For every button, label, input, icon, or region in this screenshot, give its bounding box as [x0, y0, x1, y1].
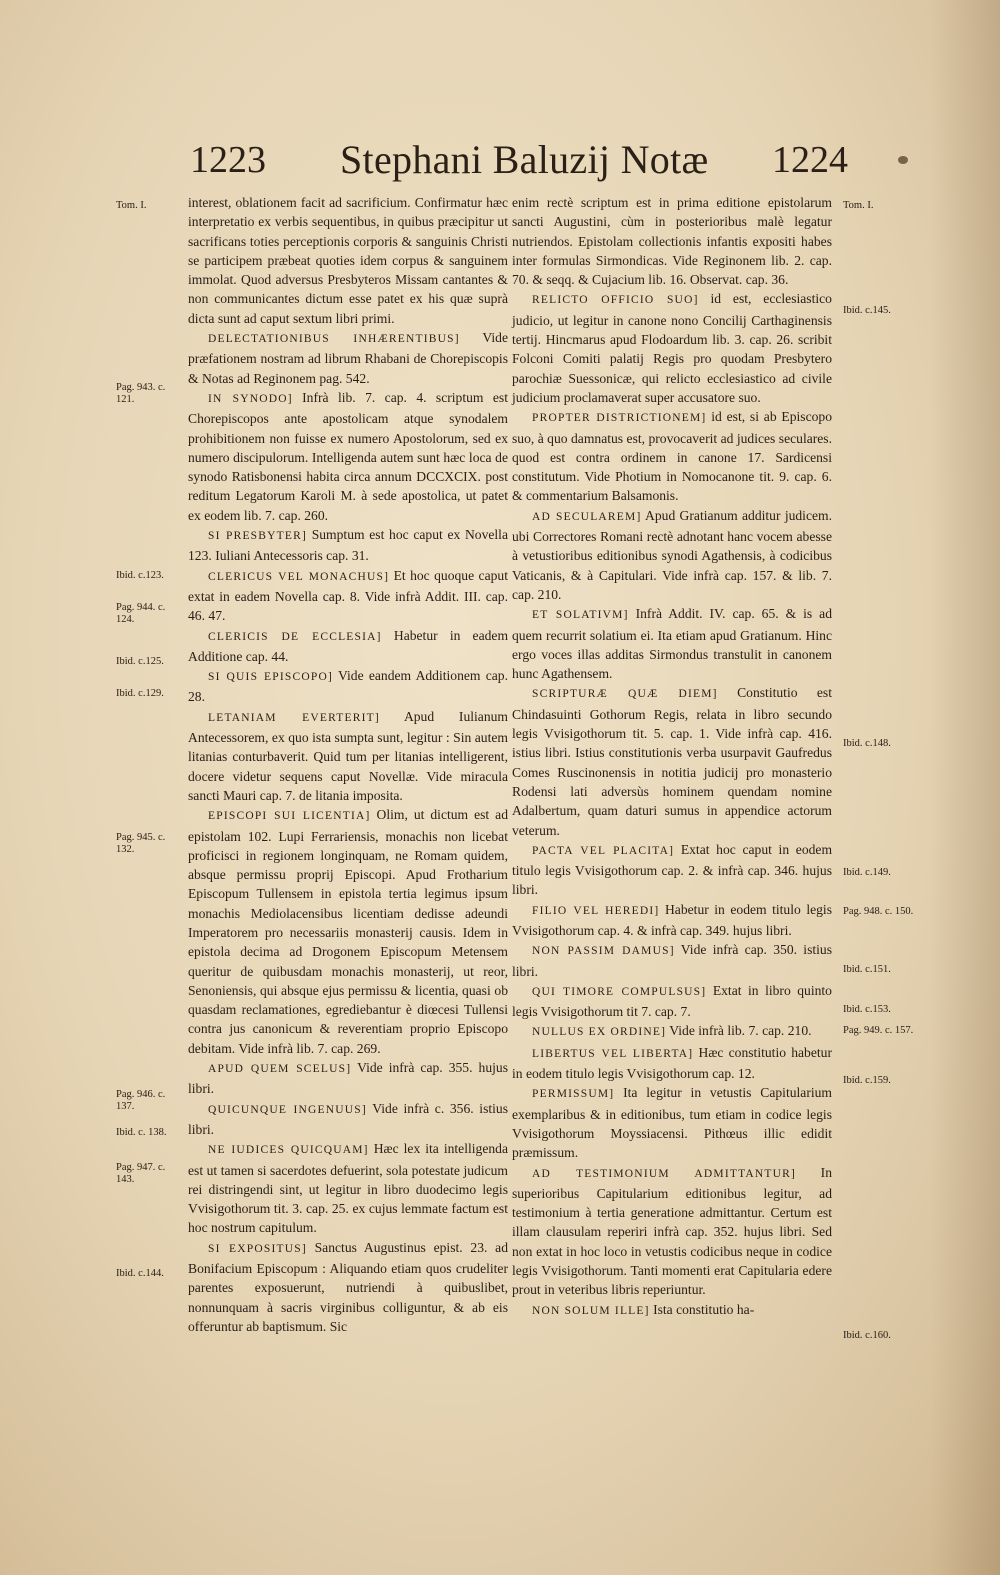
note-paragraph: [512, 840, 832, 900]
note-lemma: NULLUS EX ORDINE]: [532, 1026, 667, 1039]
note-text: Extat in libro quinto legis Vvisigothorum tit 7. cap. 7.: [512, 982, 832, 1020]
note-text: Ista constitutio ha-: [653, 1301, 755, 1317]
note-paragraph: [188, 626, 508, 667]
note-paragraph: [512, 1043, 832, 1084]
note-lemma: LETANIAM EVERTERIT]: [208, 711, 380, 724]
note-lemma: ET SOLATIVM]: [532, 609, 629, 622]
note-lemma: NON SOLUM ILLE]: [532, 1304, 650, 1317]
note-paragraph: [512, 940, 832, 981]
note-lemma: NON PASSIM DAMUS]: [532, 945, 675, 958]
margin-reference: Pag. 947. c. 143.: [116, 1162, 166, 1185]
note-paragraph: [188, 388, 508, 525]
note-lemma: LIBERTUS VEL LIBERTA]: [532, 1047, 694, 1060]
margin-reference: Pag. 943. c. 121.: [116, 382, 166, 405]
note-lemma: PERMISSUM]: [532, 1088, 615, 1101]
note-text: Habetur in eodem titulo legis Vvisigothorum cap. 4. & infrà cap. 349. hujus libri.: [512, 901, 832, 938]
note-lemma: DELECTATIONIBUS INHÆRENTIBUS]: [208, 333, 460, 346]
note-paragraph: [188, 525, 508, 566]
note-text: id est, ecclesiastico judicio, ut legitur in canone nono Concilij Carthaginensis tertij. Hincmarus apud Flodoardum lib. 3. cap. 26. scribit Folconi Comiti palatij Regis pro quodam Presbytero parochiæ Suessonicæ, qui relicto ecclesiastico ad civile judicium proclamaverat super accusatore suo.: [512, 291, 832, 405]
margin-reference: Pag. 946. c. 137.: [116, 1089, 166, 1112]
note-text: Hæc lex ita intelligenda est ut tamen si sacerdotes defuerint, sola potestate judicum rei distringendi sint, ut legitur in libro duodecimo legis Vvisigothorum tit. 3. cap. 25. ex cujus lemmate factum est hoc nostrum capitulum.: [188, 1141, 508, 1236]
note-text: Vide infrà cap. 350. istius libri.: [512, 942, 833, 979]
margin-reference: Pag. 944. c. 124.: [116, 602, 166, 625]
margin-reference: Ibid. c.153.: [843, 1004, 891, 1015]
note-lemma: FILIO VEL HEREDI]: [532, 904, 660, 917]
note-text: Vide infrà c. 356. istius libri.: [188, 1100, 508, 1137]
page-number-right: 1224: [772, 139, 848, 181]
note-lemma: IN SYNODO]: [208, 392, 293, 405]
note-text: Apud Gratianum additur judicem. ubi Correctores Romani rectè adnotant hanc vocem abesse à vetustioribus editionibus synodi Agathensis, à codicibus Vaticanis, & à Capitulari. Vide infrà cap. 157. & lib. 7. cap. 210.: [512, 507, 833, 602]
note-paragraph: [512, 1163, 832, 1300]
margin-reference: Ibid. c.149.: [843, 867, 891, 878]
margin-reference: Pag. 948. c. 150.: [843, 906, 914, 917]
note-text: Ita legitur in vetustis Capitularium exemplaribus & in editionibus, tum etiam in codice legis Vvisigothorum Moyssiacensi. Pithœus illic edidit præmissum.: [512, 1085, 832, 1161]
note-paragraph: [512, 1021, 832, 1042]
note-lemma: APUD QUEM SCELUS]: [208, 1063, 352, 1076]
note-text: interest, oblationem facit ad sacrificium. Confirmatur hæc interpretatio ex verbis sequentibus, in quibus præcipitur ut sacrificans toties perceptionis corporis & sanguinis Christi se participem præbeat quoties idem corpus & sanguinem immolat. Quod adversus Presbyteros Missam cantantes & non communicantes dictum esse patet ex his quæ suprà dicta sunt ad caput sextum libri primi.: [188, 195, 508, 326]
note-paragraph: [512, 683, 832, 839]
margin-reference: Tom. I.: [116, 200, 147, 211]
note-text: Infrà lib. 7. cap. 4. scriptum est Chorepiscopos ante apostolicam atque synodalem prohibitionem non fuisse ex numero Apostolorum, sed ex numero discipulorum. Intelligenda autem sunt hæc loca de synodo Ratisbonensi habita circa annum DCCXCIX. post reditum Legatorum Karoli M. à sede apostolica, ut patet ex eodem lib. 7. cap. 260.: [188, 389, 508, 523]
page-number-left: 1223: [190, 139, 266, 181]
note-paragraph: [188, 805, 508, 1058]
note-text: Vide eandem Additionem cap. 28.: [188, 668, 508, 705]
note-paragraph: [512, 1300, 832, 1321]
note-text: Vide præfationem nostram ad librum Rhabani de Chorepiscopis & Notas ad Reginonem pag. 542.: [188, 330, 509, 386]
note-paragraph: [188, 193, 508, 328]
note-paragraph: [512, 981, 832, 1022]
note-paragraph: [188, 566, 508, 626]
note-lemma: SI QUIS EPISCOPO]: [208, 671, 334, 684]
margin-reference: Ibid. c.144.: [116, 1268, 164, 1279]
note-lemma: AD SECULAREM]: [532, 510, 642, 523]
note-text: enim rectè scriptum est in prima editione epistolarum sancti Augustini, cùm in posterioribus malè legatur nutriendos. Epistolam collectionis infantis expositi habes inter formulas Sirmondicas. Vide Reginonem lib. 2. cap. 70. & seqq. & Cujacium lib. 16. Observat. cap. 36.: [512, 195, 832, 288]
note-paragraph: [188, 1058, 508, 1099]
margin-reference: Ibid. c.123.: [116, 570, 164, 581]
note-paragraph: [512, 900, 832, 941]
note-text: Extat hoc caput in eodem titulo legis Vvisigothorum cap. 2. & infrà cap. 346. hujus libri.: [512, 841, 833, 898]
note-paragraph: [512, 506, 832, 604]
note-lemma: SI EXPOSITUS]: [208, 1242, 307, 1255]
note-text: Infrà Addit. IV. cap. 65. & is ad quem recurrit solatium ei. Ita etiam apud Gratianum. Hinc ergo voces illas additas Sirmondus transtulit in canonem hunc Agathensem.: [512, 606, 832, 682]
note-paragraph: [512, 604, 832, 683]
margin-reference: Ibid. c. 138.: [116, 1127, 167, 1138]
note-paragraph: [188, 328, 508, 388]
note-paragraph: [512, 289, 832, 407]
note-paragraph: [188, 1099, 508, 1140]
note-text: Constitutio est Chindasuinti Gothorum Regis, relata in libro secundo legis Vvisigothorum tit. 5. cap. 1. Vide infrà cap. 416. istius libri. Istius constitutionis verba usurpavit Gaufredus Comes Ruscinonensis in notitia judicij pro monasterio Rodensi lati adversùs hominem quendam nomine Adalbertum, quam daturi sumus in appendice actorum veterum.: [512, 685, 832, 838]
note-lemma: SCRIPTURÆ QUÆ DIEM]: [532, 688, 718, 701]
right-column: [512, 193, 832, 1321]
note-paragraph: [188, 1238, 508, 1336]
margin-reference: Tom. I.: [843, 200, 874, 211]
note-text: Vide infrà lib. 7. cap. 210.: [669, 1023, 812, 1039]
note-lemma: EPISCOPI SUI LICENTIA]: [208, 810, 371, 823]
note-text: Et hoc quoque caput extat in eadem Novella cap. 8. Vide infrà Addit. III. cap. 46. 47.: [188, 567, 508, 624]
note-text: id est, si ab Episcopo suo, à quo damnatus est, provocaverit ad judices seculares. quod est contra ordinem in canone 17. Sardicensi constitutum. Vide Photium in Nomocanone tit. 9. cap. 6. & commentarium Balsamonis.: [512, 409, 833, 504]
note-lemma: NE IUDICES QUICQUAM]: [208, 1144, 369, 1157]
margin-reference: Ibid. c.129.: [116, 688, 164, 699]
note-text: In superioribus Capitularium editionibus legitur, ad testimonium à tertia generatione admittantur. Certum est illam clausulam reperiri infrà cap. 352. hujus libri. Sed non extat in hoc loco in vetustis codicibus neque in codice legis Vvisigothorum. Tanti momenti erat Capitularia edere prout in veteribus libris reperiuntur.: [512, 1164, 832, 1298]
running-title: Stephani Baluzij Notæ: [340, 137, 709, 182]
note-paragraph: [512, 193, 832, 289]
note-text: Hæc constitutio habetur in eodem titulo legis Vvisigothorum cap. 12.: [512, 1044, 832, 1082]
note-lemma: CLERICUS VEL MONACHUS]: [208, 570, 390, 583]
margin-reference: Pag. 949. c. 157.: [843, 1025, 914, 1036]
page-edge-shadow: [930, 0, 1000, 1575]
note-paragraph: [512, 1083, 832, 1162]
note-paragraph: [512, 407, 832, 505]
running-header: [0, 128, 1000, 188]
margin-reference: Ibid. c.125.: [116, 656, 164, 667]
margin-reference: Ibid. c.159.: [843, 1075, 891, 1086]
note-paragraph: [188, 666, 508, 707]
note-lemma: PACTA VEL PLACITA]: [532, 844, 675, 857]
left-column: [188, 193, 508, 1336]
note-lemma: PROPTER DISTRICTIONEM]: [532, 412, 707, 425]
note-lemma: QUI TIMORE COMPULSUS]: [532, 985, 707, 998]
note-text: Sumptum est hoc caput ex Novella 123. Iuliani Antecessoris cap. 31.: [188, 527, 508, 564]
note-text: Apud Iulianum Antecessorem, ex quo ista sumpta sunt, legitur : Sin autem litanias conturbaverit. Quid tum per litanias intelligerent, docere videtur sequens caput Novellæ. Vide miracula sancti Mauri cap. 7. de litania imposita.: [188, 708, 508, 803]
margin-reference: Ibid. c.151.: [843, 964, 891, 975]
note-text: Sanctus Augustinus epist. 23. ad Bonifacium Episcopum : Aliquando etiam quos crudeliter parentes exposuerunt, nutriendi à quibuslibet, nonnunquam à sacris virginibus colliguntur, & ab eis offeruntur ab baptismum. Sic: [188, 1239, 508, 1334]
note-lemma: SI PRESBYTER]: [208, 530, 307, 543]
note-lemma: CLERICIS DE ECCLESIA]: [208, 630, 382, 643]
note-lemma: RELICTO OFFICIO SUO]: [532, 294, 699, 307]
note-paragraph: [188, 1139, 508, 1237]
note-lemma: AD TESTIMONIUM ADMITTANTUR]: [532, 1167, 797, 1180]
margin-reference: Ibid. c.160.: [843, 1330, 891, 1341]
margin-reference: Pag. 945. c. 132.: [116, 832, 166, 855]
margin-reference: Ibid. c.145.: [843, 305, 891, 316]
note-lemma: QUICUNQUE INGENUUS]: [208, 1103, 367, 1116]
note-text: Habetur in eadem Additione cap. 44.: [188, 627, 509, 664]
note-text: Vide infrà cap. 355. hujus libri.: [188, 1060, 509, 1097]
note-paragraph: [188, 707, 508, 805]
margin-reference: Ibid. c.148.: [843, 738, 891, 749]
note-text: Olim, ut dictum est ad epistolam 102. Lupi Ferrariensis, monachis non licebat proficisci in regionem longinquam, ne Romam quidem, absque permissu proprij Episcopi. Apud Frotharium Episcopum Tullensem in epistola tertia legimus ipsum monachis Mediolacensibus licentiam dedisse adeundi Imperatorem pro necessariis monasterij causis. Idem in epistola decima ad Drogonem Episcopum Metensem queritur de quibusdam monachis monasterij, ut reor, Senoniensis, qui absque ejus permissu & licentia, quasi ob quasdam reclamationes, egrediebantur è diœcesi Tullensi contra jus canonicum & reverentiam proprio Episcopo debitam. Vide infrà lib. 7. cap. 269.: [188, 807, 509, 1056]
